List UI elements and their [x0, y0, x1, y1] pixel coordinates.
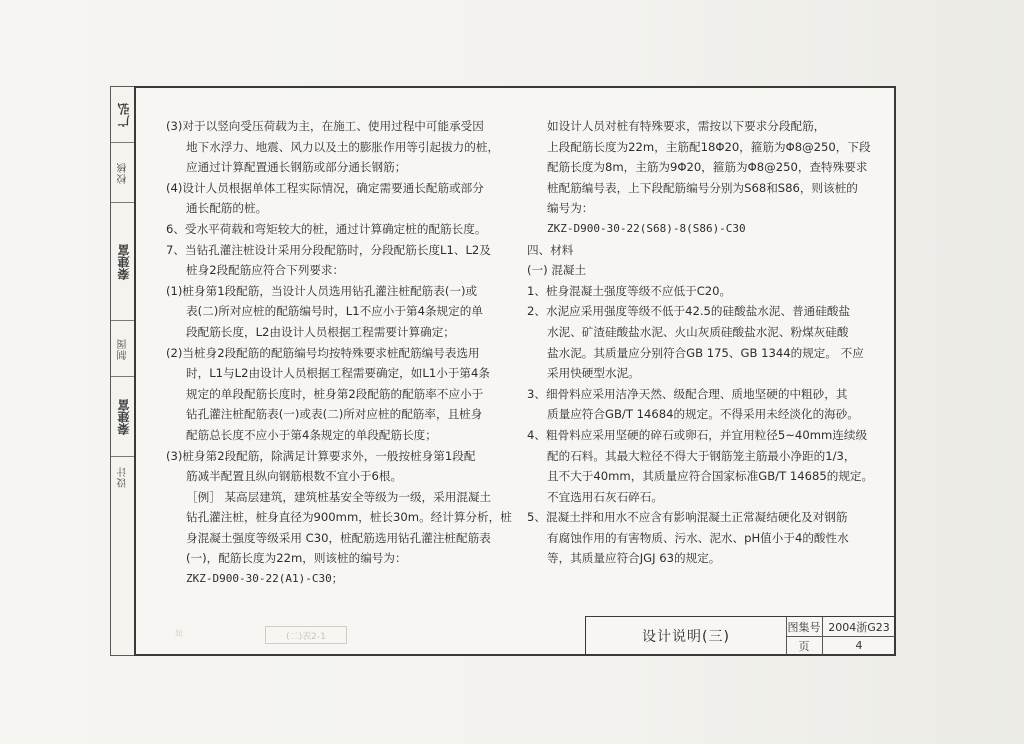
text-line: 且不大于40mm，其质量应符合国家标准GB/T 14685的规定。	[547, 469, 874, 484]
sidebar-label: 制图	[117, 337, 129, 360]
text-line: (2)当桩身2段配筋的配筋编号均按特殊要求桩配筋编号表选用	[166, 345, 480, 360]
pile-code: ZKZ-D900-30-22(A1)-C30；	[186, 572, 343, 586]
text-line: 钻孔灌注桩配筋表(一)或表(二)所对应桩的配筋率，且桩身	[186, 407, 483, 422]
text-line: 1、桩身混凝土强度等级不应低于C20。	[527, 283, 732, 298]
text-line: 规定的单段配筋长度时，桩身第2段配筋的配筋率不应小于	[186, 386, 484, 401]
example-line: (一)，配筋长度为22m，则该桩的编号为：	[186, 551, 407, 566]
text-line: 筋减半配置且纵向钢筋根数不宜小于6根。	[186, 469, 403, 484]
page-number-label: 页	[786, 636, 823, 655]
example-line: 身混凝土强度等级采用 C30，桩配筋选用钻孔灌注桩配筋表	[186, 530, 491, 545]
text-line: 时，L1与L2由设计人员根据工程需要确定，如L1小于第4条	[186, 366, 490, 381]
text-line: 编号为：	[547, 201, 594, 216]
text-line: 上段配筋长度为22m，主筋配18Φ20，箍筋为Φ8@250，下段	[547, 139, 871, 154]
bleed-through-box	[265, 626, 347, 644]
sidebar-cell-design	[111, 457, 135, 497]
example-line: 钻孔灌注桩，桩身直径为900mm，桩长30m。经计算分析，桩	[186, 510, 512, 525]
sidebar-cell-check-signature	[111, 203, 135, 321]
text-line: 配筋长度为8m，主筋为9Φ20，箍筋为Φ8@250，查特殊要求	[547, 160, 868, 175]
text-line: 2、水泥应采用强度等级不低于42.5的硅酸盐水泥、普通硅酸盐	[527, 304, 851, 319]
text-line: 质量应符合GB/T 14684的规定。不得采用未经淡化的海砂。	[547, 407, 859, 422]
atlas-number-label: 图集号	[786, 617, 823, 636]
text-line: 3、细骨料应采用洁净天然、级配合理、质地坚硬的中粗砂，其	[527, 386, 848, 401]
text-line: 盐水泥。其质量应分别符合GB 175、GB 1344的规定。 不应	[547, 345, 864, 360]
text-line: 不宜选用石灰石碎石。	[547, 489, 663, 504]
text-line: 5、混凝土拌和用水不应含有影响混凝土正常凝结硬化及对钢筋	[527, 510, 848, 525]
page-number-row	[786, 636, 895, 655]
text-line: (3)桩身第2段配筋，除满足计算要求外，一般按桩身第1段配	[166, 448, 476, 463]
atlas-number-value: 2004浙G23	[828, 620, 890, 634]
sidebar-label: 设计	[117, 466, 129, 488]
subsection-heading: (一) 混凝土	[527, 263, 587, 278]
text-line: 采用快硬型水泥。	[547, 366, 640, 381]
text-line: 段配筋长度，L2由设计人员根据工程需要计算确定；	[186, 324, 455, 339]
text-line: 表(二)所对应桩的配筋编号时，L1不应小于第4条规定的单	[186, 304, 483, 319]
text-line: 等，其质量应符合JGJ 63的规定。	[547, 551, 721, 566]
left-text-column	[166, 116, 511, 590]
bleed-through-text: 如	[175, 629, 183, 638]
text-line: 配的石料。其最大粒径不得大于钢筋笼主筋最小净距的1/3，	[547, 448, 856, 463]
sidebar-signature: 广弘	[116, 102, 131, 127]
sidebar-cell-check	[111, 143, 135, 203]
sidebar-signature: 秦建富	[116, 398, 131, 435]
section-heading: 四、材料	[527, 242, 574, 257]
sidebar-signature: 秦建富	[116, 243, 131, 280]
text-line: 配筋总长度不应小于第4条规定的单段配筋长度；	[186, 427, 437, 442]
text-line: 4、粗骨料应采用坚硬的碎石或卵石，并宜用粒径5~40mm连续级	[527, 427, 868, 442]
text-line: 通长配筋的桩。	[186, 201, 268, 216]
sidebar-label: 校核	[117, 161, 129, 184]
text-line: 6、受水平荷载和弯矩较大的桩，通过计算确定桩的配筋长度。	[166, 221, 487, 236]
example-line: ［例］ 某高层建筑，建筑桩基安全等级为一级，采用混凝土	[186, 489, 492, 504]
sidebar-cell-drawing	[111, 321, 135, 377]
sidebar-cell-approval	[111, 87, 135, 143]
right-text-column	[527, 116, 872, 569]
atlas-number-row	[786, 617, 895, 637]
title-block	[585, 616, 896, 656]
pile-code: ZKZ-D900-30-22(S68)-8(S86)-C30	[547, 221, 746, 235]
page-number-value: 4	[855, 639, 863, 652]
text-line: 桩身2段配筋应符合下列要求：	[186, 263, 345, 278]
sheet-title: 设计说明(三)	[586, 617, 787, 655]
text-line: (3)对于以竖向受压荷载为主，在施工、使用过程中可能承受因	[166, 119, 484, 133]
text-line: (4)设计人员根据单体工程实际情况，确定需要通长配筋或部分	[166, 180, 484, 195]
text-line: 水泥、矿渣硅酸盐水泥、火山灰质硅酸盐水泥、粉煤灰硅酸	[547, 324, 849, 339]
text-line: 如设计人员对桩有特殊要求，需按以下要求分段配筋，	[547, 119, 826, 133]
text-line: 7、当钻孔灌注桩设计采用分段配筋时，分段配筋长度L1、L2及	[166, 242, 491, 257]
text-line: 应通过计算配置通长钢筋或部分通长钢筋；	[186, 160, 407, 175]
signature-sidebar	[110, 86, 134, 656]
sidebar-cell-drawing-signature	[111, 377, 135, 457]
text-line: 桩配筋编号表，上下段配筋编号分别为S68和S86，则该桩的	[547, 180, 858, 195]
bleed-through-text: (二)表2-1	[286, 631, 326, 642]
bleed-through-small	[175, 628, 223, 640]
text-line: (1)桩身第1段配筋，当设计人员选用钻孔灌注桩配筋表(一)或	[166, 283, 478, 298]
text-line: 有腐蚀作用的有害物质、污水、泥水、pH值小于4的酸性水	[547, 530, 849, 545]
text-line: 地下水浮力、地震、风力以及土的膨胀作用等引起拔力的桩，	[186, 139, 500, 154]
